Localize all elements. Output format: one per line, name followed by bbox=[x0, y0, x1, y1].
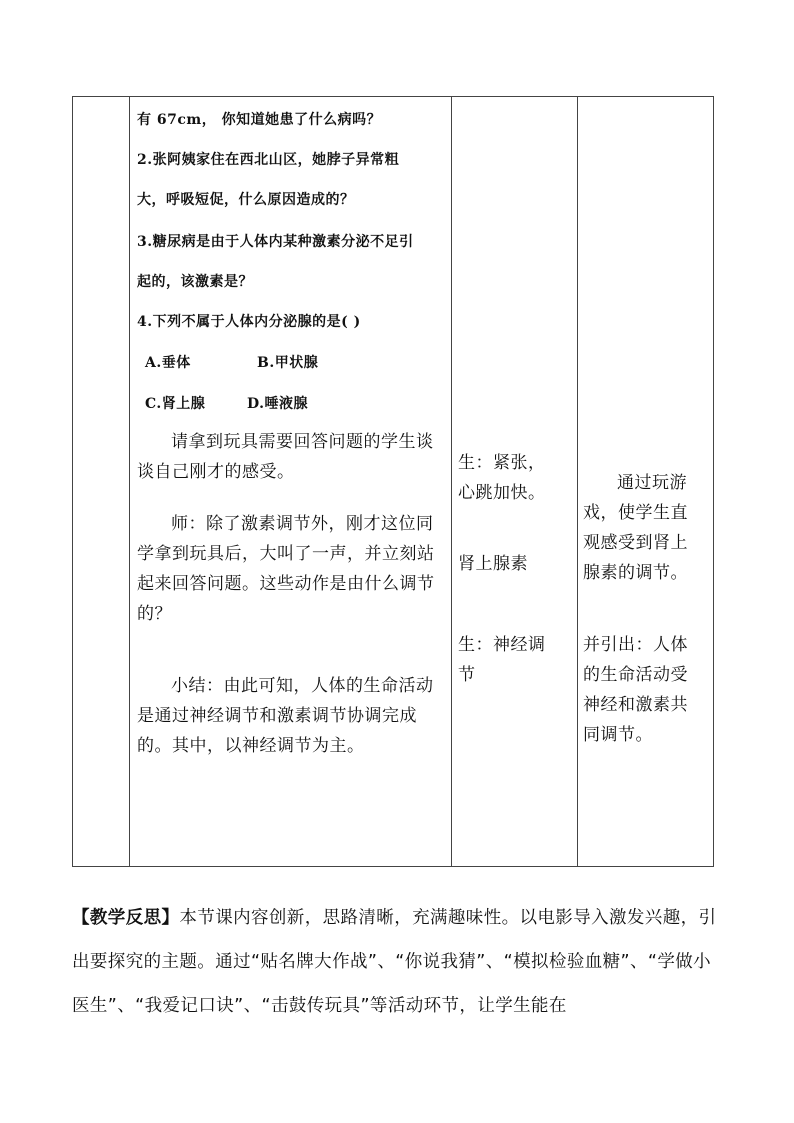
option-d: D.唾液腺 bbox=[247, 396, 309, 412]
question-line: 3.糖尿病是由于人体内某种激素分泌不足引 bbox=[137, 234, 414, 250]
lesson-table bbox=[72, 96, 714, 867]
question-line: 起的，该激素是？ bbox=[137, 274, 253, 290]
teacher-paragraph: 小结：由此可知，人体的生命活动是通过神经调节和激素调节协调完成的。其中，以神经调节为主。 bbox=[137, 676, 434, 756]
question-line: 大，呼吸短促，什么原因造成的？ bbox=[137, 192, 355, 208]
teacher-paragraph: 师：除了激素调节外，刚才这位同学拿到玩具后，大叫了一声，并立刻站起来回答问题。这些动作是由什么调节的？ bbox=[137, 514, 435, 624]
design-intent-cell bbox=[583, 97, 711, 868]
teaching-reflection bbox=[72, 896, 718, 1028]
reflection-text: 本节课内容创新，思路清晰，充满趣味性。以电影导入激发兴趣，引出要探究的主题。通过“贴名牌大作战”、“你说我猜”、“模拟检验血糖”、“学做小医生”、“我爱记口诀”、“击鼓传玩具”等活动环节，让学生能在 bbox=[72, 908, 717, 1016]
student-activity-cell bbox=[458, 97, 573, 868]
question-line: 2.张阿姨家住在西北山区，她脖子异常粗 bbox=[137, 152, 400, 168]
option-b: B.甲状腺 bbox=[257, 355, 319, 371]
student-response: 肾上腺素 bbox=[458, 554, 528, 574]
design-intent-text: 通过玩游戏，使学生直观感受到肾上腺素的调节。 bbox=[583, 473, 688, 583]
option-c: C.肾上腺 bbox=[145, 396, 206, 412]
reflection-label: 【教学反思】 bbox=[72, 908, 180, 928]
question-line: 4.下列不属于人体内分泌腺的是( ) bbox=[137, 314, 361, 330]
option-a: A.垂体 bbox=[145, 355, 191, 371]
student-response: 生：紧张，心跳加快。 bbox=[458, 453, 546, 503]
teacher-paragraph: 请拿到玩具需要回答问题的学生谈谈自己刚才的感受。 bbox=[137, 432, 434, 482]
student-response: 生：神经调节 bbox=[458, 635, 546, 685]
column-divider bbox=[129, 97, 130, 866]
question-line: 有 67cm， 你知道她患了什么病吗？ bbox=[137, 112, 382, 128]
design-intent-text: 并引出：人体的生命活动受神经和激素共同调节。 bbox=[583, 635, 688, 745]
teaching-activity-cell bbox=[137, 97, 447, 868]
column-divider bbox=[577, 97, 578, 866]
column-divider bbox=[451, 97, 452, 866]
